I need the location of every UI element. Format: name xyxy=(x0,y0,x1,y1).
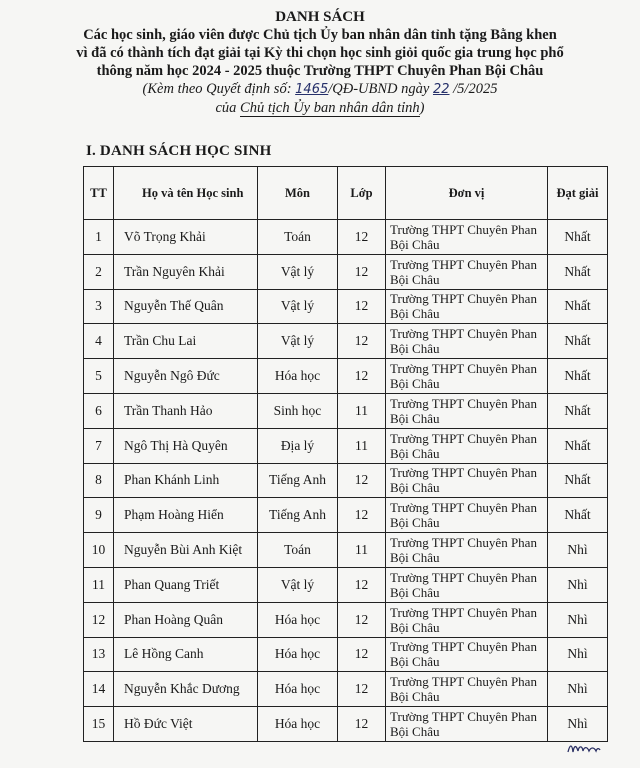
subject: Hóa học xyxy=(258,359,338,394)
row-index: 14 xyxy=(84,672,114,707)
school-unit: Trường THPT Chuyên Phan Bội Châu xyxy=(386,567,548,602)
table-row xyxy=(84,428,608,463)
student-name: Hồ Đức Việt xyxy=(114,707,258,742)
school-unit: Trường THPT Chuyên Phan Bội Châu xyxy=(386,289,548,324)
table-row xyxy=(84,289,608,324)
student-name: Trần Thanh Hảo xyxy=(114,393,258,428)
award: Nhì xyxy=(548,533,608,568)
header-line-2: vì đã có thành tích đạt giải tại Kỳ thi chọn học sinh giỏi quốc gia trung học phổ xyxy=(76,45,564,61)
col-header-grade: Lớp xyxy=(338,167,386,220)
issuer-suffix: ) xyxy=(419,100,425,116)
subject: Toán xyxy=(258,220,338,255)
award: Nhất xyxy=(548,220,608,255)
grade: 12 xyxy=(338,254,386,289)
row-index: 13 xyxy=(84,637,114,672)
row-index: 8 xyxy=(84,463,114,498)
decision-line xyxy=(0,80,640,99)
row-index: 9 xyxy=(84,498,114,533)
table-row xyxy=(84,498,608,533)
row-index: 1 xyxy=(84,220,114,255)
decision-day: 22 xyxy=(432,82,450,97)
row-index: 7 xyxy=(84,428,114,463)
grade: 12 xyxy=(338,498,386,533)
school-unit: Trường THPT Chuyên Phan Bội Châu xyxy=(386,637,548,672)
table-row xyxy=(84,220,608,255)
subject: Hóa học xyxy=(258,672,338,707)
school-unit: Trường THPT Chuyên Phan Bội Châu xyxy=(386,707,548,742)
award: Nhất xyxy=(548,463,608,498)
table-header-row xyxy=(84,167,608,220)
award: Nhất xyxy=(548,359,608,394)
school-unit: Trường THPT Chuyên Phan Bội Châu xyxy=(386,463,548,498)
grade: 11 xyxy=(338,393,386,428)
decision-mid: /QĐ-UBND ngày xyxy=(328,81,433,97)
student-name: Ngô Thị Hà Quyên xyxy=(114,428,258,463)
issuer-name: Chủ tịch Ủy ban nhân dân tỉnh xyxy=(240,100,420,116)
subject: Vật lý xyxy=(258,567,338,602)
student-name: Nguyễn Thế Quân xyxy=(114,289,258,324)
table-row xyxy=(84,254,608,289)
table-row xyxy=(84,707,608,742)
award: Nhất xyxy=(548,428,608,463)
table-row xyxy=(84,393,608,428)
row-index: 2 xyxy=(84,254,114,289)
student-name: Phan Khánh Linh xyxy=(114,463,258,498)
table-row xyxy=(84,602,608,637)
student-name: Phan Hoàng Quân xyxy=(114,602,258,637)
award: Nhì xyxy=(548,567,608,602)
student-name: Trần Chu Lai xyxy=(114,324,258,359)
student-name: Phạm Hoàng Hiển xyxy=(114,498,258,533)
signature-initials xyxy=(566,738,602,760)
grade: 12 xyxy=(338,463,386,498)
student-name: Trần Nguyên Khải xyxy=(114,254,258,289)
school-unit: Trường THPT Chuyên Phan Bội Châu xyxy=(386,324,548,359)
award: Nhì xyxy=(548,672,608,707)
school-unit: Trường THPT Chuyên Phan Bội Châu xyxy=(386,498,548,533)
issuer-prefix: của xyxy=(215,100,241,116)
document-title: DANH SÁCH xyxy=(275,9,365,25)
decision-number: 1465 xyxy=(295,82,329,97)
row-index: 5 xyxy=(84,359,114,394)
row-index: 10 xyxy=(84,533,114,568)
grade: 12 xyxy=(338,637,386,672)
subject: Vật lý xyxy=(258,324,338,359)
grade: 12 xyxy=(338,602,386,637)
col-header-subject: Môn xyxy=(258,167,338,220)
grade: 12 xyxy=(338,567,386,602)
school-unit: Trường THPT Chuyên Phan Bội Châu xyxy=(386,602,548,637)
school-unit: Trường THPT Chuyên Phan Bội Châu xyxy=(386,393,548,428)
row-index: 6 xyxy=(84,393,114,428)
row-index: 12 xyxy=(84,602,114,637)
award: Nhì xyxy=(548,707,608,742)
decision-prefix: (Kèm theo Quyết định số: xyxy=(142,81,296,97)
subject: Hóa học xyxy=(258,707,338,742)
col-header-unit: Đơn vị xyxy=(386,167,548,220)
grade: 12 xyxy=(338,324,386,359)
subject: Hóa học xyxy=(258,637,338,672)
row-index: 3 xyxy=(84,289,114,324)
school-unit: Trường THPT Chuyên Phan Bội Châu xyxy=(386,533,548,568)
student-name: Nguyễn Khắc Dương xyxy=(114,672,258,707)
award: Nhất xyxy=(548,498,608,533)
award: Nhất xyxy=(548,393,608,428)
table-row xyxy=(84,359,608,394)
grade: 12 xyxy=(338,220,386,255)
award: Nhất xyxy=(548,254,608,289)
table-row xyxy=(84,533,608,568)
school-unit: Trường THPT Chuyên Phan Bội Châu xyxy=(386,220,548,255)
table-row xyxy=(84,637,608,672)
section-title: I. DANH SÁCH HỌC SINH xyxy=(86,143,272,159)
student-name: Nguyễn Bùi Anh Kiệt xyxy=(114,533,258,568)
grade: 12 xyxy=(338,707,386,742)
grade: 12 xyxy=(338,289,386,324)
award: Nhì xyxy=(548,602,608,637)
header-line-3: thông năm học 2024 - 2025 thuộc Trường THPT Chuyên Phan Bội Châu xyxy=(96,63,544,79)
student-name: Nguyễn Ngô Đức xyxy=(114,359,258,394)
student-table xyxy=(83,166,608,742)
col-header-name: Họ và tên Học sinh xyxy=(114,167,258,220)
award: Nhì xyxy=(548,637,608,672)
issuer-line xyxy=(0,99,640,118)
award: Nhất xyxy=(548,324,608,359)
subject: Vật lý xyxy=(258,289,338,324)
table-row xyxy=(84,567,608,602)
subject: Tiếng Anh xyxy=(258,463,338,498)
subject: Tiếng Anh xyxy=(258,498,338,533)
grade: 11 xyxy=(338,428,386,463)
school-unit: Trường THPT Chuyên Phan Bội Châu xyxy=(386,672,548,707)
table-row xyxy=(84,324,608,359)
row-index: 4 xyxy=(84,324,114,359)
decision-suffix: /5/2025 xyxy=(449,81,498,97)
school-unit: Trường THPT Chuyên Phan Bội Châu xyxy=(386,359,548,394)
col-header-award: Đạt giải xyxy=(548,167,608,220)
award: Nhất xyxy=(548,289,608,324)
subject: Vật lý xyxy=(258,254,338,289)
grade: 11 xyxy=(338,533,386,568)
grade: 12 xyxy=(338,672,386,707)
school-unit: Trường THPT Chuyên Phan Bội Châu xyxy=(386,428,548,463)
table-row xyxy=(84,463,608,498)
document-header xyxy=(0,8,640,118)
header-line-1: Các học sinh, giáo viên được Chủ tịch Ủy ban nhân dân tỉnh tặng Bằng khen xyxy=(83,27,557,43)
subject: Hóa học xyxy=(258,602,338,637)
student-name: Võ Trọng Khải xyxy=(114,220,258,255)
student-name: Phan Quang Triết xyxy=(114,567,258,602)
student-name: Lê Hồng Canh xyxy=(114,637,258,672)
row-index: 11 xyxy=(84,567,114,602)
table-row xyxy=(84,672,608,707)
subject: Sinh học xyxy=(258,393,338,428)
col-header-index: TT xyxy=(84,167,114,220)
subject: Toán xyxy=(258,533,338,568)
school-unit: Trường THPT Chuyên Phan Bội Châu xyxy=(386,254,548,289)
grade: 12 xyxy=(338,359,386,394)
row-index: 15 xyxy=(84,707,114,742)
subject: Địa lý xyxy=(258,428,338,463)
